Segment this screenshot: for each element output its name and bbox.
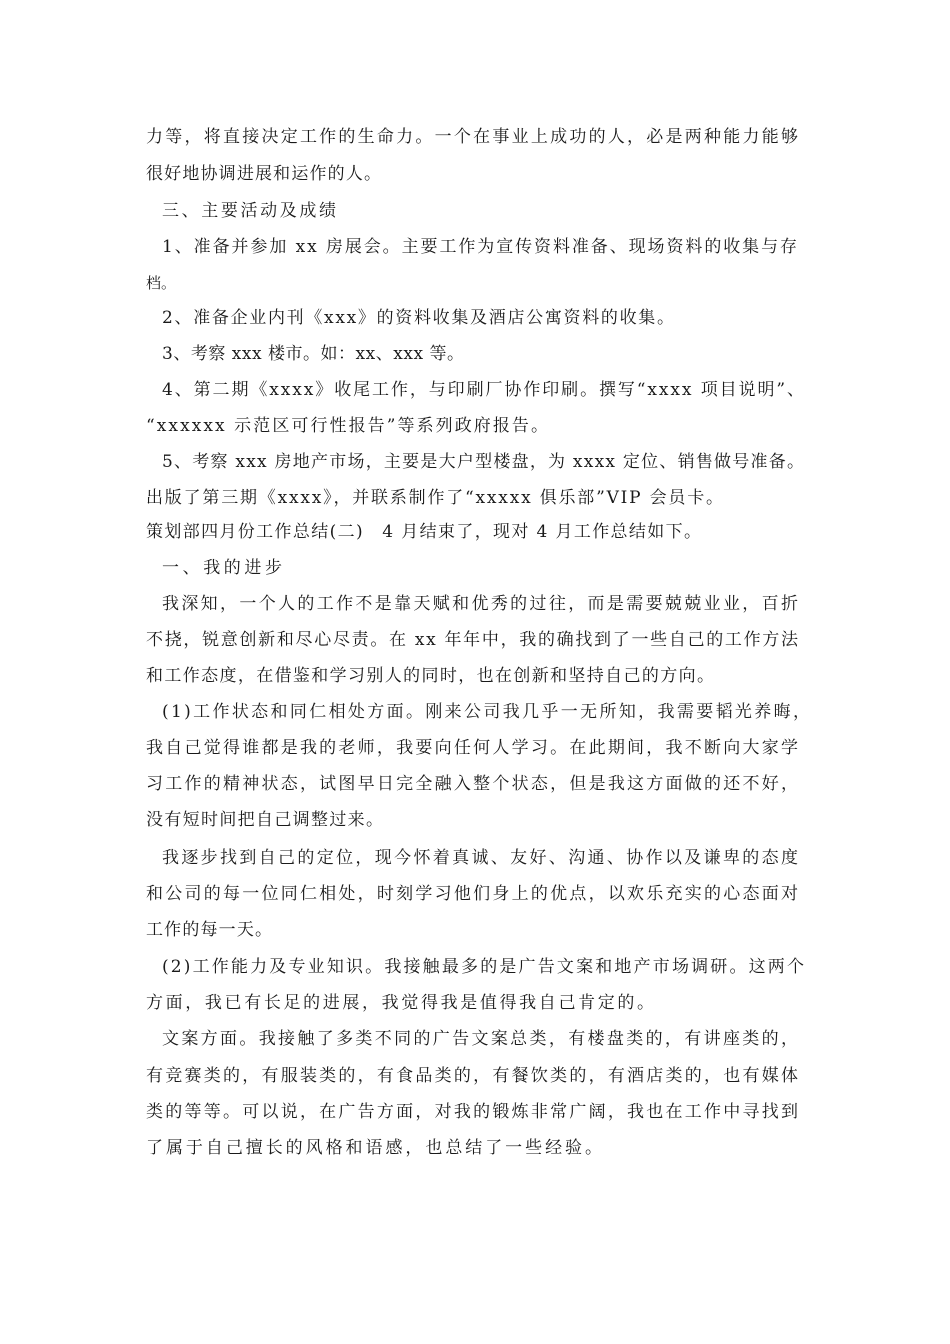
text-line: 我自己觉得谁都是我的老师，我要向任何人学习。在此期间，我不断向大家学 (146, 738, 801, 758)
text-line: 了属于自己擅长的风格和语感，也总结了一些经验。 (146, 1138, 605, 1158)
text-line: 和公司的每一位同仁相处，时刻学习他们身上的优点，以欢乐充实的心态面对 (146, 884, 801, 904)
text-line: 工作的每一天。 (146, 920, 274, 940)
section-heading: 一、我的进步 (162, 558, 286, 578)
text-line: 文案方面。我接触了多类不同的广告文案总类，有楼盘类的，有讲座类的， (162, 1029, 801, 1049)
text-line: (2)工作能力及专业知识。我接触最多的是广告文案和地产市场调研。这两个 (162, 957, 807, 977)
text-line: 档。 (146, 274, 177, 292)
text-line: 很好地协调进展和运作的人。 (146, 164, 383, 184)
text-line: 2、准备企业内刊《xxx》的资料收集及酒店公寓资料的收集。 (162, 308, 676, 328)
section-heading: 策划部四月份工作总结(二) 4 月结束了，现对 4 月工作总结如下。 (146, 522, 703, 542)
text-line: 类的等等。可以说，在广告方面，对我的锻炼非常广阔，我也在工作中寻找到 (146, 1102, 801, 1122)
text-line: 有竞赛类的，有服装类的，有食品类的，有餐饮类的，有酒店类的，也有媒体 (146, 1066, 801, 1086)
text-line: 不挠，锐意创新和尽心尽责。在 xx 年年中，我的确找到了一些自己的工作方法 (146, 630, 800, 650)
text-line: 和工作态度，在借鉴和学习别人的同时，也在创新和坚持自己的方向。 (146, 666, 716, 686)
text-line: “xxxxxx 示范区可行性报告”等系列政府报告。 (146, 416, 551, 436)
text-line: 方面，我已有长足的进展，我觉得我是值得我自己肯定的。 (146, 993, 657, 1013)
text-line: 没有短时间把自己调整过来。 (146, 810, 385, 830)
text-line: 5、考察 xxx 房地产市场，主要是大户型楼盘，为 xxxx 定位、销售做号准备。 (162, 452, 806, 472)
text-line: 我深知，一个人的工作不是靠天赋和优秀的过往，而是需要兢兢业业，百折 (162, 594, 801, 614)
section-heading: 三、主要活动及成绩 (162, 201, 339, 221)
text-line: 1、准备并参加 xx 房展会。主要工作为宣传资料准备、现场资料的收集与存 (162, 237, 799, 257)
text-line: 习工作的精神状态，试图早日完全融入整个状态，但是我这方面做的还不好， (146, 774, 801, 794)
text-line: 3、考察 xxx 楼市。如：xx、xxx 等。 (162, 344, 465, 364)
text-line: 出版了第三期《xxxx》，并联系制作了“xxxxx 俱乐部”VIP 会员卡。 (146, 488, 725, 508)
text-line: (1)工作状态和同仁相处方面。刚来公司我几乎一无所知，我需要韬光养晦， (162, 702, 813, 722)
text-line: 我逐步找到自己的定位，现今怀着真诚、友好、沟通、协作以及谦卑的态度 (162, 848, 801, 868)
text-line: 4、第二期《xxxx》收尾工作，与印刷厂协作印刷。撰写“xxxx 项目说明”、 (162, 380, 806, 400)
text-line: 力等，将直接决定工作的生命力。一个在事业上成功的人，必是两种能力能够 (146, 127, 801, 147)
